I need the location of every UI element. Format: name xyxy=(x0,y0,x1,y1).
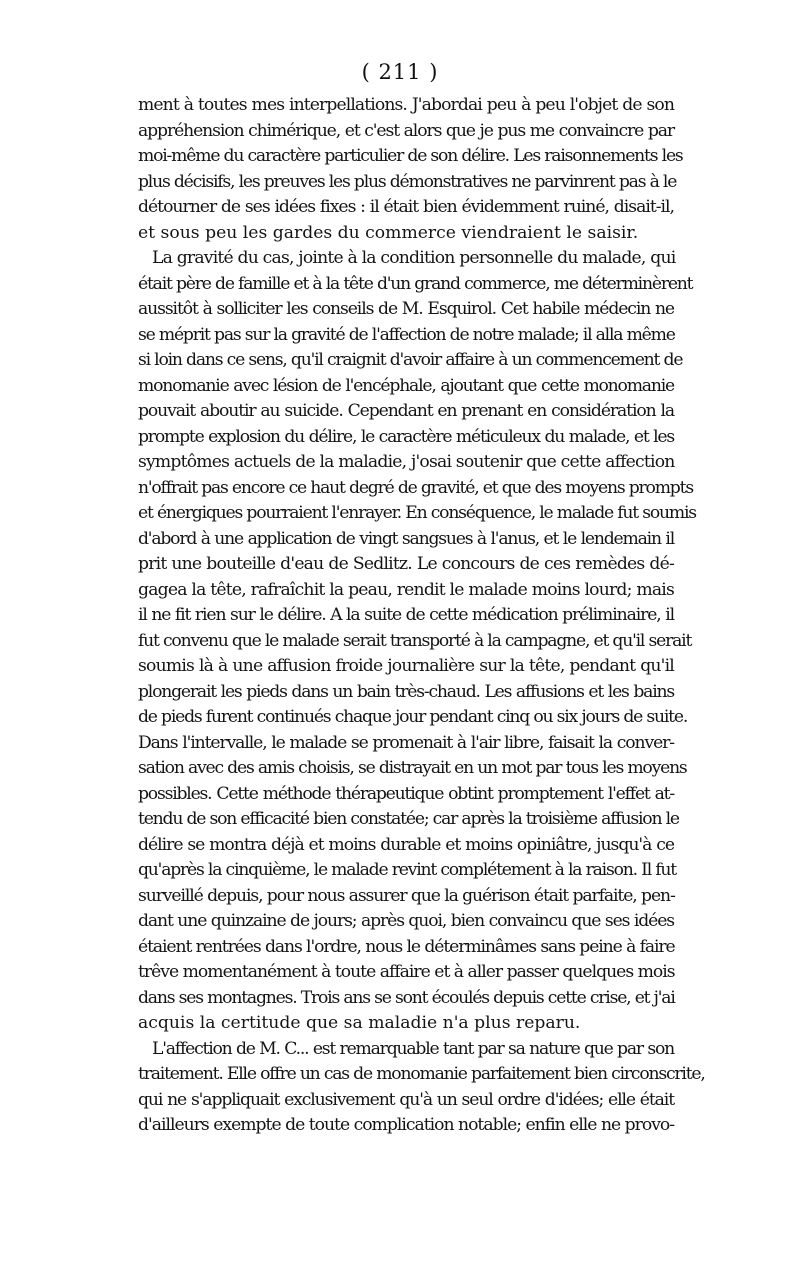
text-line: délire se montra déjà et moins durable et moins opiniâtre, jusqu'à ce xyxy=(138,834,674,855)
text-line: La gravité du cas, jointe à la condition personnelle du malade, qui xyxy=(152,248,676,268)
text-line: symptômes actuels de la maladie, j'osai soutenir que cette affection xyxy=(138,452,675,472)
text-line: traitement. Elle offre un cas de monomanie parfaitement bien circonscrite, xyxy=(138,1064,705,1084)
text-line: plus décisifs, les preuves les plus démonstratives ne parvinrent pas à le xyxy=(138,171,677,192)
text-line: dans ses montagnes. Trois ans se sont écoulés depuis cette crise, et j'ai xyxy=(138,987,675,1008)
text-line: n'offrait pas encore ce haut degré de gravité, et que des moyens prompts xyxy=(138,477,693,498)
paragraph-1 xyxy=(138,93,683,246)
text-line: de pieds furent continués chaque jour pendant cinq ou six jours de suite. xyxy=(138,707,688,727)
text-line: gagea la tête, rafraîchit la peau, rendit le malade moins lourd; mais xyxy=(138,579,674,600)
text-line: acquis la certitude que sa maladie n'a plus reparu. xyxy=(138,1013,581,1033)
text-line: étaient rentrées dans l'ordre, nous le déterminâmes sans peine à faire xyxy=(138,936,675,957)
text-line: d'abord à une application de vingt sangsues à l'anus, et le lendemain il xyxy=(138,528,674,549)
body-text xyxy=(138,93,705,1139)
text-line: surveillé depuis, pour nous assurer que la guérison était parfaite, pen- xyxy=(138,885,675,906)
text-line: tendu de son efficacité bien constatée; car après la troisième affusion le xyxy=(138,809,679,829)
text-line: soumis là à une affusion froide journalière sur la tête, pendant qu'il xyxy=(138,656,674,676)
text-line: possibles. Cette méthode thérapeutique obtint promptement l'effet at- xyxy=(138,783,674,804)
text-line: prompte explosion du délire, le caractère méticuleux du malade, et les xyxy=(138,426,674,447)
text-line: détourner de ses idées fixes : il était bien évidemment ruiné, disait-il, xyxy=(138,197,674,217)
text-line: et énergiques pourraient l'enrayer. En conséquence, le malade fut soumis xyxy=(138,503,696,523)
text-line: ment à toutes mes interpellations. J'abordai peu à peu l'objet de son xyxy=(138,95,674,115)
text-line: était père de famille et à la tête d'un grand commerce, me déterminèrent xyxy=(138,273,693,294)
text-line: il ne fit rien sur le délire. A la suite de cette médication préliminaire, il xyxy=(138,605,674,625)
text-line: monomanie avec lésion de l'encéphale, ajoutant que cette monomanie xyxy=(138,375,674,396)
text-line: appréhension chimérique, et c'est alors que je pus me convaincre par xyxy=(138,120,674,141)
text-line: moi-même du caractère particulier de son délire. Les raisonnements les xyxy=(138,146,683,166)
text-line: L'affection de M. C... est remarquable tant par sa nature que par son xyxy=(152,1038,674,1059)
text-line: plongerait les pieds dans un bain très-chaud. Les affusions et les bains xyxy=(138,681,674,702)
text-line: qu'après la cinquième, le malade revint complétement à la raison. Il fut xyxy=(138,860,677,880)
text-line: d'ailleurs exempte de toute complication notable; enfin elle ne provo- xyxy=(138,1115,675,1135)
text-line: sation avec des amis choisis, se distrayait en un mot par tous les moyens xyxy=(138,758,687,778)
text-line: se méprit pas sur la gravité de l'affection de notre malade; il alla même xyxy=(138,324,675,345)
text-line: trêve momentanément à toute affaire et à aller passer quelques mois xyxy=(138,962,675,982)
text-line: Dans l'intervalle, le malade se promenait à l'air libre, faisait la conver- xyxy=(138,732,674,753)
text-line: dant une quinzaine de jours; après quoi, bien convaincu que ses idées xyxy=(138,911,674,931)
text-line: qui ne s'appliquait exclusivement qu'à un seul ordre d'idées; elle était xyxy=(138,1089,674,1110)
text-line: fut convenu que le malade serait transporté à la campagne, et qu'il serait xyxy=(138,630,692,651)
page-number: ( 211 ) xyxy=(361,60,439,84)
paragraph-3 xyxy=(138,1037,705,1139)
paragraph-2 xyxy=(138,246,696,1037)
text-line: aussitôt à solliciter les conseils de M. Esquirol. Cet habile médecin ne xyxy=(138,299,674,319)
text-line: prit une bouteille d'eau de Sedlitz. Le concours de ces remèdes dé- xyxy=(138,554,674,574)
text-line: pouvait aboutir au suicide. Cependant en prenant en considération la xyxy=(138,401,674,421)
text-line: et sous peu les gardes du commerce viendraient le saisir. xyxy=(138,222,639,243)
text-line: si loin dans ce sens, qu'il craignit d'avoir affaire à un commencement de xyxy=(138,350,683,370)
